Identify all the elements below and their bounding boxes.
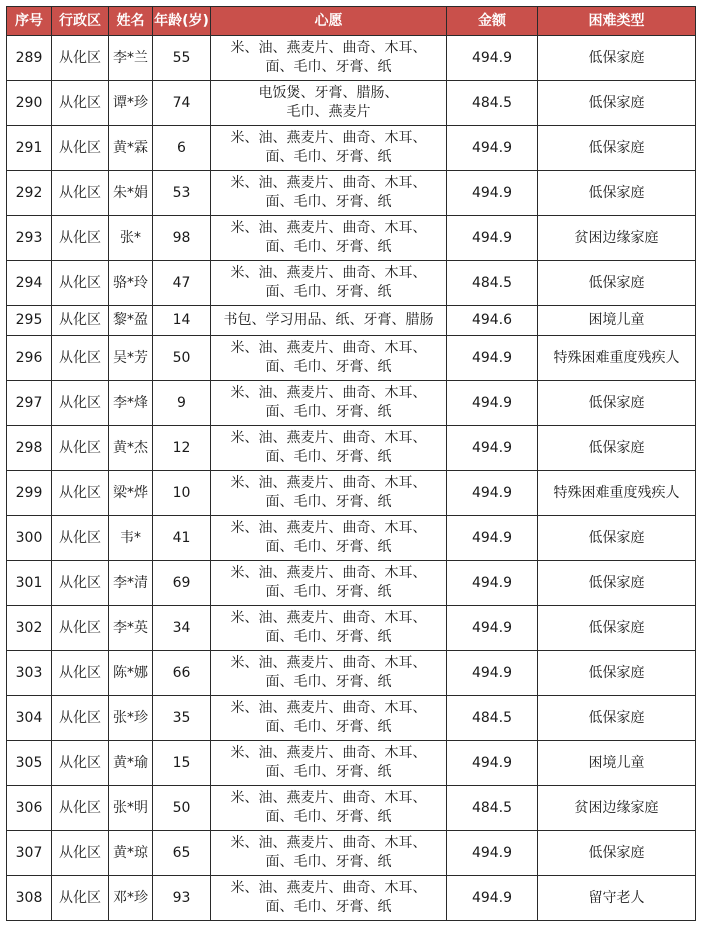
cell-index: 308	[7, 876, 52, 921]
cell-name: 李*烽	[109, 381, 153, 426]
cell-wish: 米、油、燕麦片、曲奇、木耳、 面、毛巾、牙膏、纸	[211, 381, 447, 426]
cell-index: 289	[7, 36, 52, 81]
cell-wish: 米、油、燕麦片、曲奇、木耳、 面、毛巾、牙膏、纸	[211, 471, 447, 516]
header-type: 困难类型	[538, 7, 696, 36]
cell-name: 邓*珍	[109, 876, 153, 921]
cell-name: 李*兰	[109, 36, 153, 81]
cell-age: 55	[153, 36, 211, 81]
cell-index: 296	[7, 336, 52, 381]
cell-name: 李*英	[109, 606, 153, 651]
cell-type: 低保家庭	[538, 606, 696, 651]
cell-type: 低保家庭	[538, 516, 696, 561]
cell-district: 从化区	[52, 471, 109, 516]
wish-table	[6, 6, 696, 921]
cell-index: 304	[7, 696, 52, 741]
cell-age: 14	[153, 306, 211, 336]
cell-type: 低保家庭	[538, 126, 696, 171]
cell-district: 从化区	[52, 516, 109, 561]
cell-district: 从化区	[52, 126, 109, 171]
cell-age: 69	[153, 561, 211, 606]
cell-wish: 电饭煲、牙膏、腊肠、 毛巾、燕麦片	[211, 81, 447, 126]
table-row	[7, 831, 696, 876]
cell-amount: 484.5	[447, 696, 538, 741]
cell-age: 35	[153, 696, 211, 741]
cell-district: 从化区	[52, 81, 109, 126]
cell-type: 低保家庭	[538, 381, 696, 426]
cell-name: 黄*杰	[109, 426, 153, 471]
cell-district: 从化区	[52, 786, 109, 831]
cell-amount: 494.9	[447, 516, 538, 561]
table-row	[7, 36, 696, 81]
cell-name: 韦*	[109, 516, 153, 561]
header-wish: 心愿	[211, 7, 447, 36]
cell-name: 吴*芳	[109, 336, 153, 381]
cell-age: 6	[153, 126, 211, 171]
cell-amount: 484.5	[447, 81, 538, 126]
table-row	[7, 606, 696, 651]
table-row	[7, 696, 696, 741]
cell-age: 50	[153, 786, 211, 831]
cell-wish: 米、油、燕麦片、曲奇、木耳、 面、毛巾、牙膏、纸	[211, 336, 447, 381]
cell-district: 从化区	[52, 216, 109, 261]
cell-name: 朱*娟	[109, 171, 153, 216]
table-row	[7, 516, 696, 561]
cell-age: 66	[153, 651, 211, 696]
table-row	[7, 306, 696, 336]
cell-wish: 米、油、燕麦片、曲奇、木耳、 面、毛巾、牙膏、纸	[211, 261, 447, 306]
cell-wish: 米、油、燕麦片、曲奇、木耳、 面、毛巾、牙膏、纸	[211, 651, 447, 696]
table-row	[7, 216, 696, 261]
cell-wish: 米、油、燕麦片、曲奇、木耳、 面、毛巾、牙膏、纸	[211, 606, 447, 651]
cell-wish: 米、油、燕麦片、曲奇、木耳、 面、毛巾、牙膏、纸	[211, 36, 447, 81]
cell-type: 困境儿童	[538, 741, 696, 786]
cell-wish: 米、油、燕麦片、曲奇、木耳、 面、毛巾、牙膏、纸	[211, 696, 447, 741]
cell-age: 34	[153, 606, 211, 651]
table-row	[7, 261, 696, 306]
cell-index: 307	[7, 831, 52, 876]
cell-type: 留守老人	[538, 876, 696, 921]
cell-amount: 494.9	[447, 171, 538, 216]
header-amount: 金额	[447, 7, 538, 36]
cell-name: 陈*娜	[109, 651, 153, 696]
cell-name: 黄*琼	[109, 831, 153, 876]
cell-district: 从化区	[52, 306, 109, 336]
cell-wish: 米、油、燕麦片、曲奇、木耳、 面、毛巾、牙膏、纸	[211, 171, 447, 216]
cell-age: 74	[153, 81, 211, 126]
cell-wish: 米、油、燕麦片、曲奇、木耳、 面、毛巾、牙膏、纸	[211, 516, 447, 561]
cell-amount: 494.9	[447, 651, 538, 696]
cell-district: 从化区	[52, 36, 109, 81]
cell-type: 低保家庭	[538, 831, 696, 876]
cell-wish: 米、油、燕麦片、曲奇、木耳、 面、毛巾、牙膏、纸	[211, 561, 447, 606]
table-row	[7, 471, 696, 516]
header-index: 序号	[7, 7, 52, 36]
cell-index: 294	[7, 261, 52, 306]
cell-amount: 494.6	[447, 306, 538, 336]
cell-type: 贫困边缘家庭	[538, 216, 696, 261]
cell-name: 李*清	[109, 561, 153, 606]
cell-index: 290	[7, 81, 52, 126]
cell-age: 15	[153, 741, 211, 786]
cell-wish: 米、油、燕麦片、曲奇、木耳、 面、毛巾、牙膏、纸	[211, 876, 447, 921]
cell-amount: 494.9	[447, 336, 538, 381]
cell-district: 从化区	[52, 741, 109, 786]
cell-index: 297	[7, 381, 52, 426]
header-name: 姓名	[109, 7, 153, 36]
cell-age: 65	[153, 831, 211, 876]
cell-amount: 494.9	[447, 741, 538, 786]
cell-wish: 米、油、燕麦片、曲奇、木耳、 面、毛巾、牙膏、纸	[211, 126, 447, 171]
cell-age: 41	[153, 516, 211, 561]
header-district: 行政区	[52, 7, 109, 36]
cell-district: 从化区	[52, 381, 109, 426]
cell-type: 低保家庭	[538, 261, 696, 306]
cell-index: 292	[7, 171, 52, 216]
header-row	[7, 7, 696, 36]
cell-wish: 书包、学习用品、纸、牙膏、腊肠	[211, 306, 447, 336]
cell-index: 301	[7, 561, 52, 606]
cell-index: 295	[7, 306, 52, 336]
cell-wish: 米、油、燕麦片、曲奇、木耳、 面、毛巾、牙膏、纸	[211, 426, 447, 471]
cell-district: 从化区	[52, 171, 109, 216]
cell-amount: 484.5	[447, 786, 538, 831]
cell-age: 53	[153, 171, 211, 216]
cell-amount: 494.9	[447, 426, 538, 471]
cell-index: 302	[7, 606, 52, 651]
cell-index: 306	[7, 786, 52, 831]
cell-wish: 米、油、燕麦片、曲奇、木耳、 面、毛巾、牙膏、纸	[211, 741, 447, 786]
table-row	[7, 426, 696, 471]
cell-name: 骆*玲	[109, 261, 153, 306]
cell-type: 低保家庭	[538, 36, 696, 81]
cell-index: 305	[7, 741, 52, 786]
cell-age: 50	[153, 336, 211, 381]
cell-name: 黎*盈	[109, 306, 153, 336]
cell-index: 298	[7, 426, 52, 471]
cell-index: 299	[7, 471, 52, 516]
cell-type: 特殊困难重度残疾人	[538, 471, 696, 516]
table-row	[7, 381, 696, 426]
cell-name: 黄*霖	[109, 126, 153, 171]
cell-name: 张*珍	[109, 696, 153, 741]
cell-amount: 494.9	[447, 216, 538, 261]
cell-type: 低保家庭	[538, 561, 696, 606]
cell-age: 47	[153, 261, 211, 306]
cell-index: 293	[7, 216, 52, 261]
cell-type: 困境儿童	[538, 306, 696, 336]
cell-name: 黄*瑜	[109, 741, 153, 786]
table-row	[7, 126, 696, 171]
table-row	[7, 171, 696, 216]
cell-amount: 494.9	[447, 471, 538, 516]
cell-type: 低保家庭	[538, 651, 696, 696]
cell-index: 300	[7, 516, 52, 561]
cell-age: 9	[153, 381, 211, 426]
cell-type: 低保家庭	[538, 426, 696, 471]
cell-district: 从化区	[52, 876, 109, 921]
cell-amount: 494.9	[447, 126, 538, 171]
cell-type: 低保家庭	[538, 171, 696, 216]
table-body	[7, 36, 696, 921]
header-age: 年龄(岁)	[153, 7, 211, 36]
cell-wish: 米、油、燕麦片、曲奇、木耳、 面、毛巾、牙膏、纸	[211, 831, 447, 876]
cell-name: 张*	[109, 216, 153, 261]
cell-age: 93	[153, 876, 211, 921]
cell-amount: 494.9	[447, 876, 538, 921]
cell-name: 梁*烨	[109, 471, 153, 516]
cell-type: 低保家庭	[538, 81, 696, 126]
cell-age: 10	[153, 471, 211, 516]
cell-district: 从化区	[52, 426, 109, 471]
cell-wish: 米、油、燕麦片、曲奇、木耳、 面、毛巾、牙膏、纸	[211, 216, 447, 261]
cell-index: 291	[7, 126, 52, 171]
table-row	[7, 561, 696, 606]
cell-amount: 494.9	[447, 381, 538, 426]
cell-type: 贫困边缘家庭	[538, 786, 696, 831]
cell-age: 12	[153, 426, 211, 471]
table-row	[7, 336, 696, 381]
cell-age: 98	[153, 216, 211, 261]
table-row	[7, 876, 696, 921]
cell-district: 从化区	[52, 606, 109, 651]
cell-district: 从化区	[52, 831, 109, 876]
cell-name: 张*明	[109, 786, 153, 831]
cell-amount: 494.9	[447, 831, 538, 876]
cell-type: 低保家庭	[538, 696, 696, 741]
cell-district: 从化区	[52, 696, 109, 741]
cell-amount: 484.5	[447, 261, 538, 306]
cell-district: 从化区	[52, 261, 109, 306]
table-row	[7, 786, 696, 831]
cell-amount: 494.9	[447, 36, 538, 81]
cell-name: 谭*珍	[109, 81, 153, 126]
table-row	[7, 81, 696, 126]
cell-district: 从化区	[52, 561, 109, 606]
table-row	[7, 741, 696, 786]
cell-district: 从化区	[52, 651, 109, 696]
cell-wish: 米、油、燕麦片、曲奇、木耳、 面、毛巾、牙膏、纸	[211, 786, 447, 831]
cell-type: 特殊困难重度残疾人	[538, 336, 696, 381]
cell-index: 303	[7, 651, 52, 696]
cell-amount: 494.9	[447, 561, 538, 606]
cell-district: 从化区	[52, 336, 109, 381]
table-row	[7, 651, 696, 696]
cell-amount: 494.9	[447, 606, 538, 651]
